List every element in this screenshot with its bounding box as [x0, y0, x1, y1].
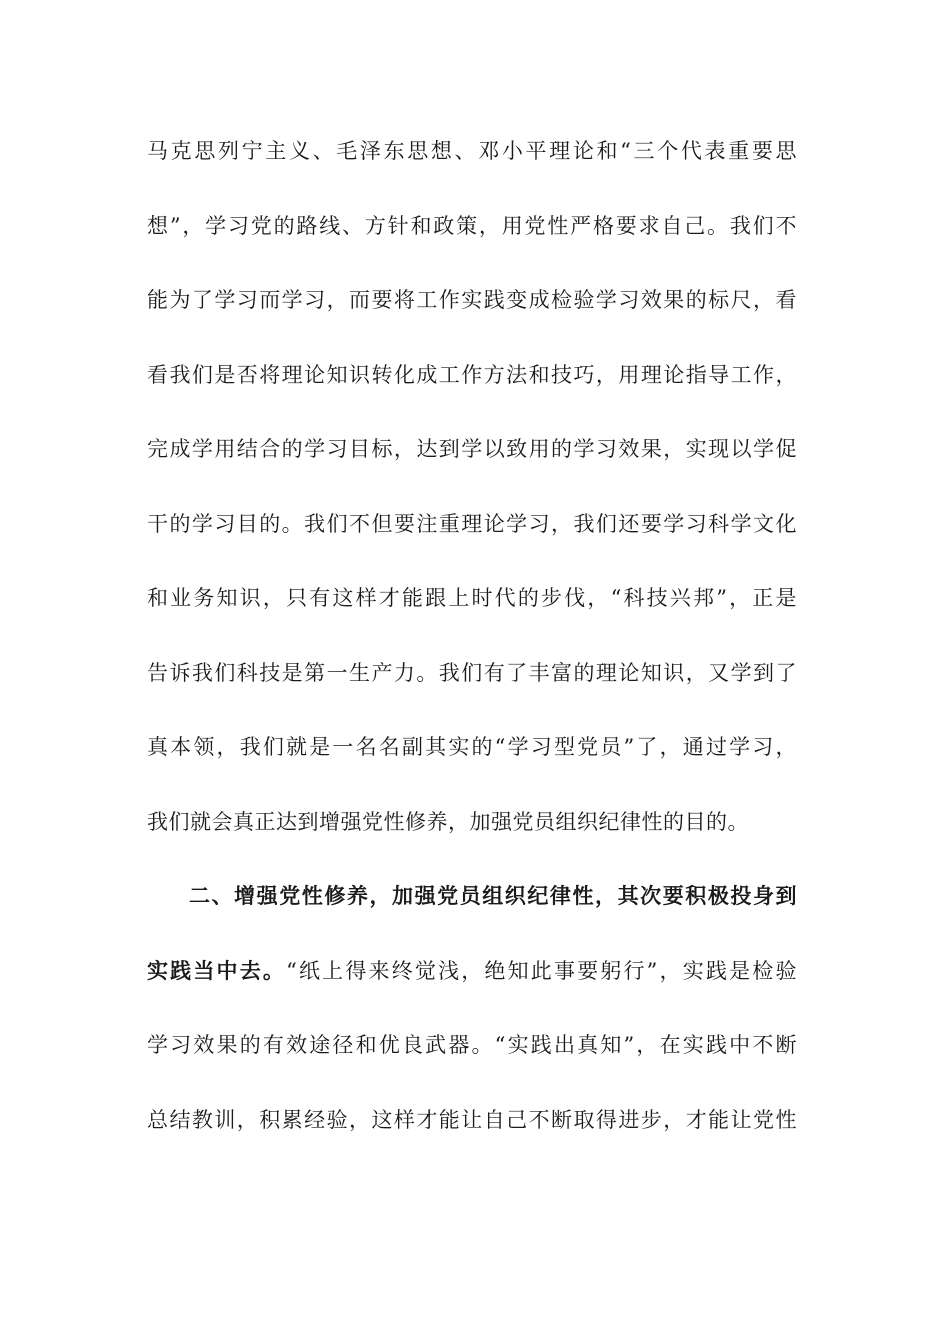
section-heading-line-1: 二、增强党性修养，加强党员组织纪律性，其次要积极投身到 [189, 883, 797, 908]
paragraph2-line-3: 学习效果的有效途径和优良武器。“实践出真知”，在实践中不断 [147, 1033, 797, 1057]
paragraph1-line-2: 想”，学习党的路线、方针和政策，用党性严格要求自己。我们不 [147, 213, 797, 238]
document-body [147, 124, 797, 1167]
paragraph2-line-2-rest: “纸上得来终觉浅，绝知此事要躬行”，实践是检验 [286, 958, 797, 983]
paragraph1-line-1: 马克思列宁主义、毛泽东思想、邓小平理论和“三个代表重要思 [147, 139, 797, 163]
paragraph1-line-7: 和业务知识，只有这样才能跟上时代的步伐，“科技兴邦”，正是 [147, 586, 797, 610]
paragraph1-line-8: 告诉我们科技是第一生产力。我们有了丰富的理论知识，又学到了 [147, 660, 797, 685]
paragraph1-line-10: 我们就会真正达到增强党性修养，加强党员组织纪律性的目的。 [147, 809, 749, 834]
paragraph2-line-2 [147, 944, 797, 1019]
section-heading-line-2: 实践当中去。 [147, 957, 287, 983]
paragraph2-line-4: 总结教训，积累经验，这样才能让自己不断取得进步，才能让党性 [147, 1107, 797, 1132]
paragraph1-line-9: 真本领，我们就是一名名副其实的“学习型党员”了，通过学习， [147, 735, 797, 759]
paragraph1-line-6: 干的学习目的。我们不但要注重理论学习，我们还要学习科学文化 [147, 511, 797, 536]
paragraph1-line-3: 能为了学习而学习，而要将工作实践变成检验学习效果的标尺，看 [147, 288, 797, 312]
paragraph1-line-4: 看我们是否将理论知识转化成工作方法和技巧，用理论指导工作， [147, 362, 797, 387]
paragraph1-line-5: 完成学用结合的学习目标，达到学以致用的学习效果，实现以学促 [147, 437, 797, 461]
